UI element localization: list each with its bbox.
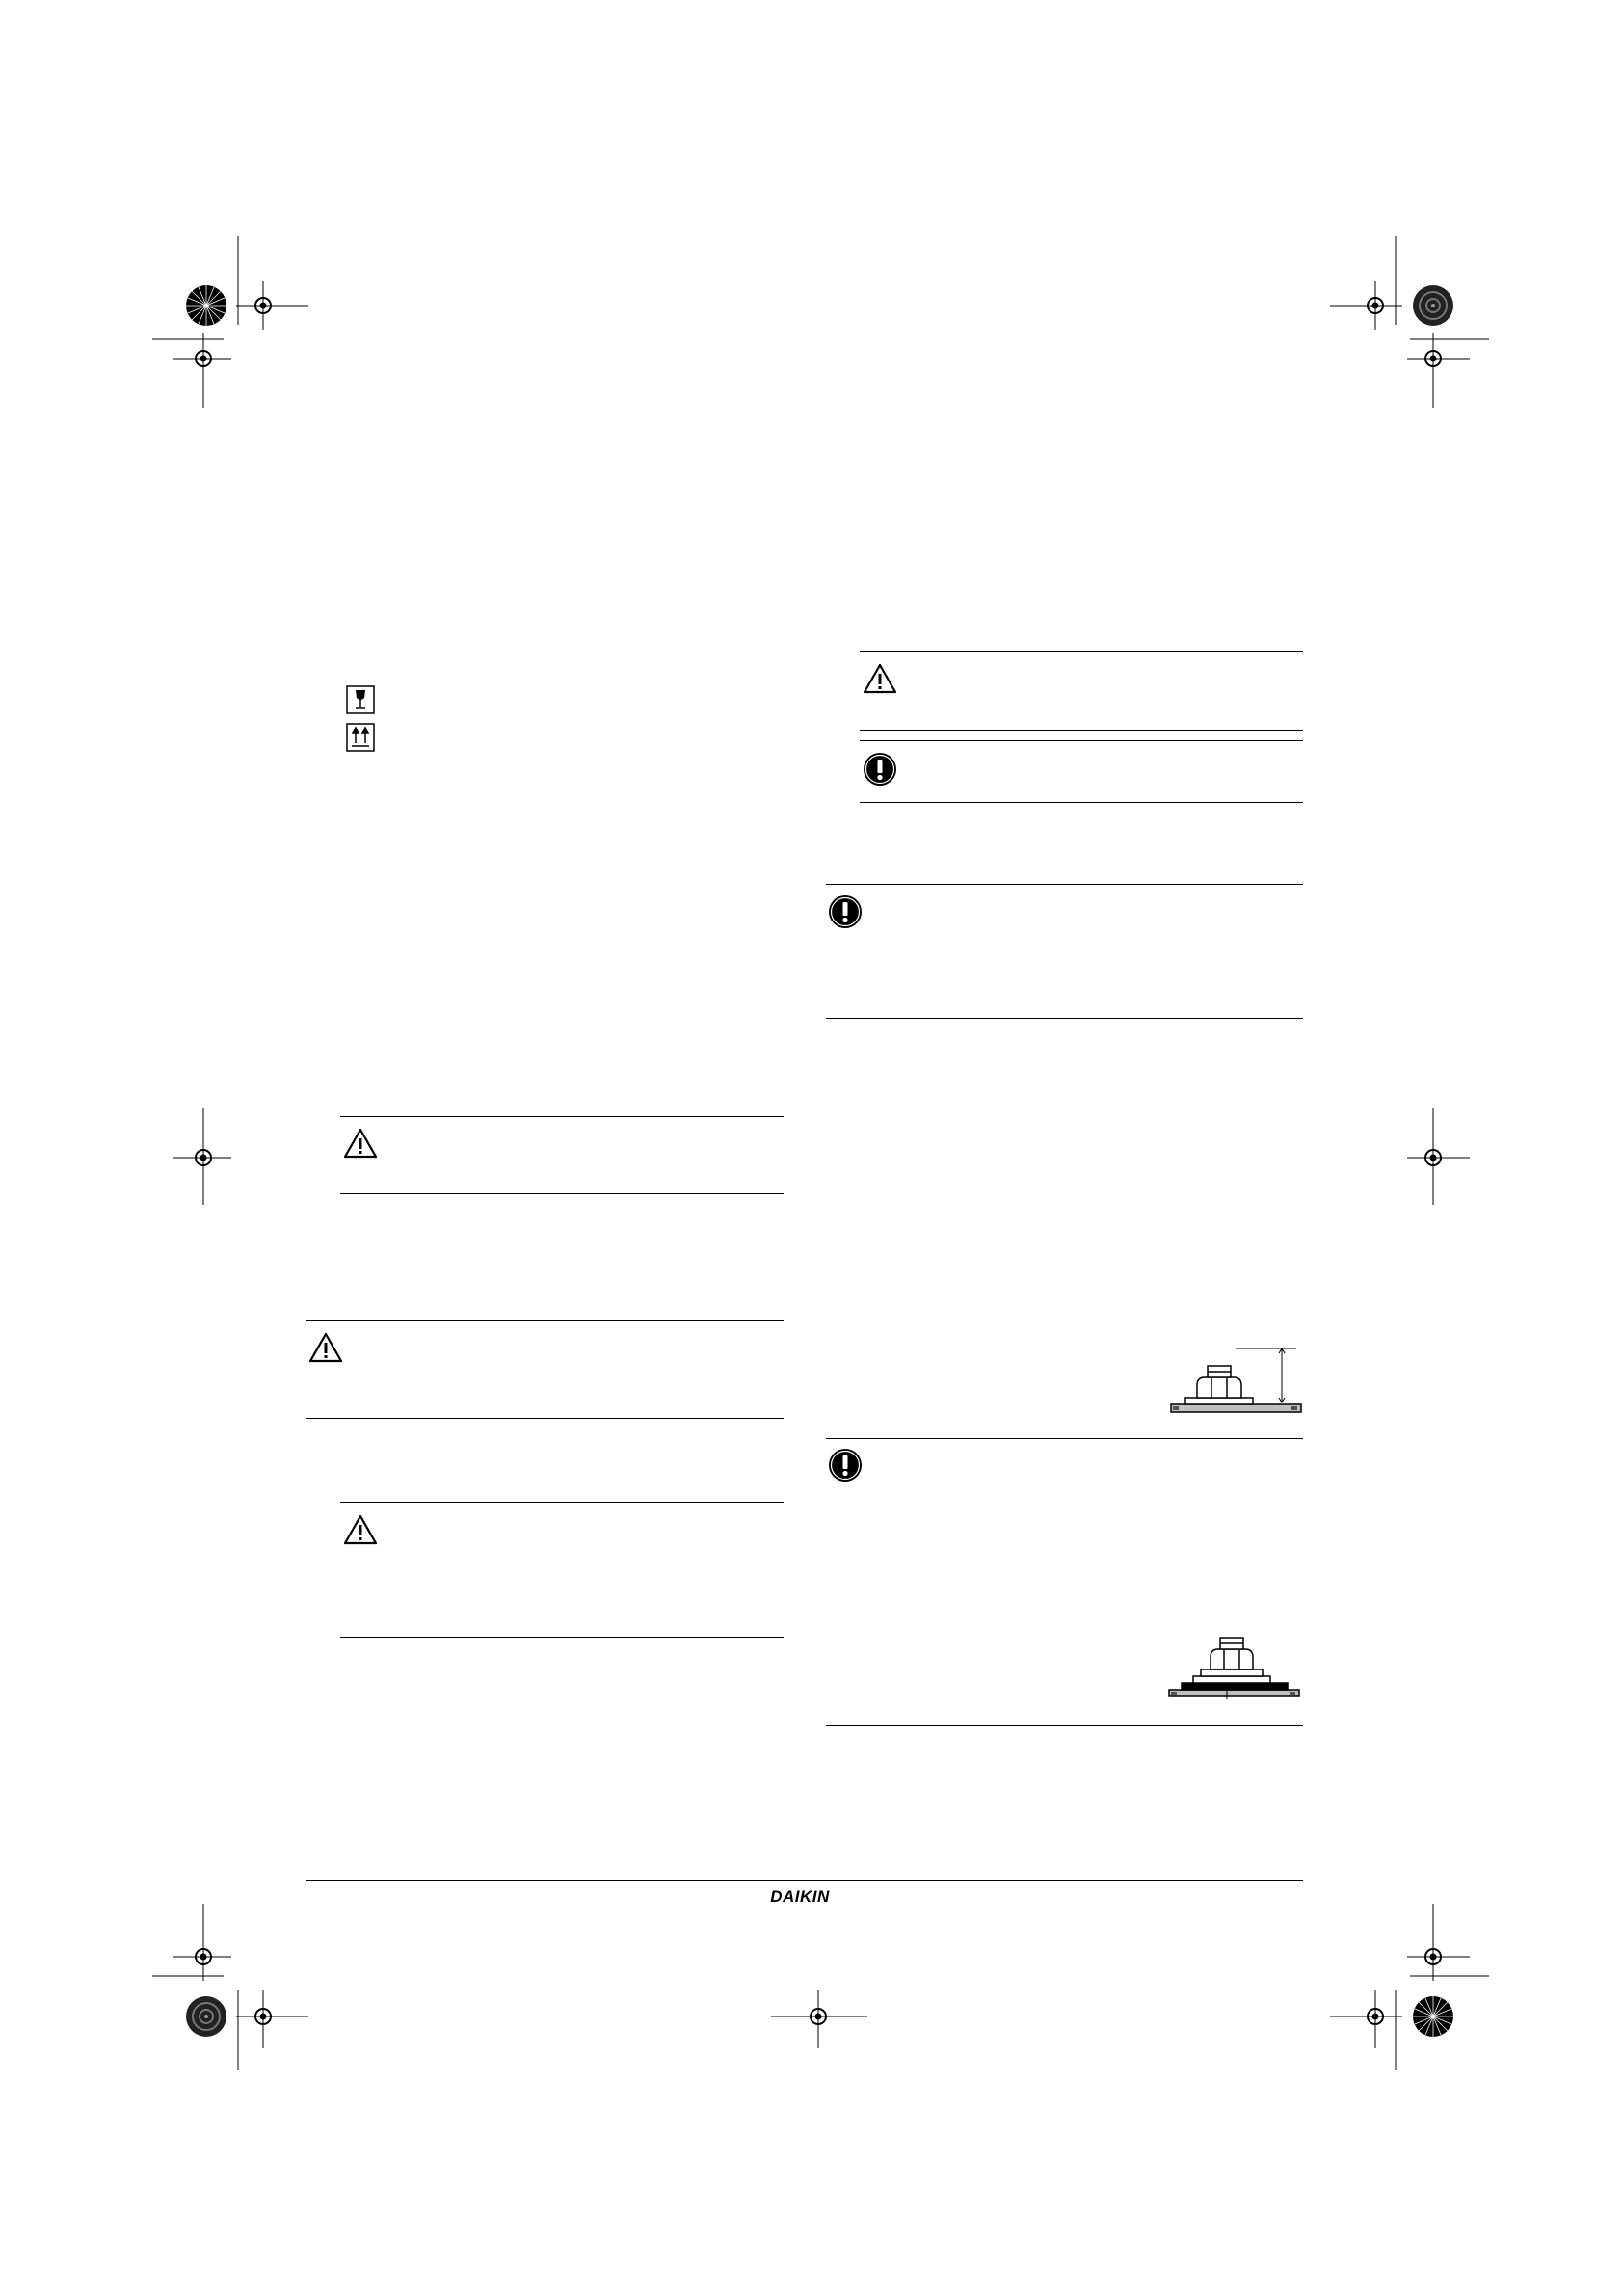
warning-block-rule [340, 1116, 784, 1117]
notice-block-rule [826, 1018, 1303, 1019]
notice-block-rule [826, 884, 1303, 885]
warning-block-rule [860, 651, 1303, 652]
warning-block-rule [306, 1418, 784, 1419]
registration-mark-icon [172, 1108, 249, 1205]
fixing-bolt-figure [1166, 1345, 1311, 1417]
registration-mark-icon [233, 281, 310, 330]
notice-block-rule [826, 1725, 1303, 1726]
exclamation-circle-icon [828, 894, 863, 929]
fixing-bolt-pad-figure [1164, 1615, 1309, 1701]
registration-disc-icon [1412, 1995, 1454, 2038]
registration-disc-icon [1412, 284, 1454, 327]
registration-mark-icon [1402, 333, 1479, 410]
warning-block-rule [340, 1193, 784, 1194]
daikin-logo: DAIKIN [770, 1887, 830, 1906]
warning-block-rule [860, 730, 1303, 731]
warning-block-rule [340, 1637, 784, 1638]
notice-block-rule [826, 1438, 1303, 1439]
registration-mark-icon [1402, 1108, 1479, 1205]
registration-mark-icon [771, 1990, 867, 2068]
registration-mark-icon [172, 1904, 249, 1981]
this-way-up-icon [346, 723, 375, 752]
warning-triangle-icon [343, 1128, 378, 1159]
exclamation-circle-icon [863, 752, 897, 787]
warning-block-rule [340, 1502, 784, 1503]
registration-mark-icon [1330, 281, 1407, 330]
registration-mark-icon [172, 333, 249, 410]
warning-block-rule [306, 1320, 784, 1321]
registration-disc-icon [185, 284, 227, 327]
exclamation-circle-icon [828, 1448, 863, 1482]
registration-mark-icon [233, 1990, 310, 2068]
registration-disc-icon [185, 1995, 227, 2038]
warning-triangle-icon [863, 663, 897, 694]
registration-mark-icon [1330, 1990, 1407, 2068]
notice-block-rule [860, 802, 1303, 803]
warning-triangle-icon [343, 1514, 378, 1545]
fragile-glass-icon [346, 685, 375, 714]
warning-triangle-icon [308, 1332, 343, 1363]
footer-rule [306, 1880, 1303, 1881]
registration-mark-icon [1402, 1904, 1479, 1981]
notice-block-rule [860, 740, 1303, 741]
